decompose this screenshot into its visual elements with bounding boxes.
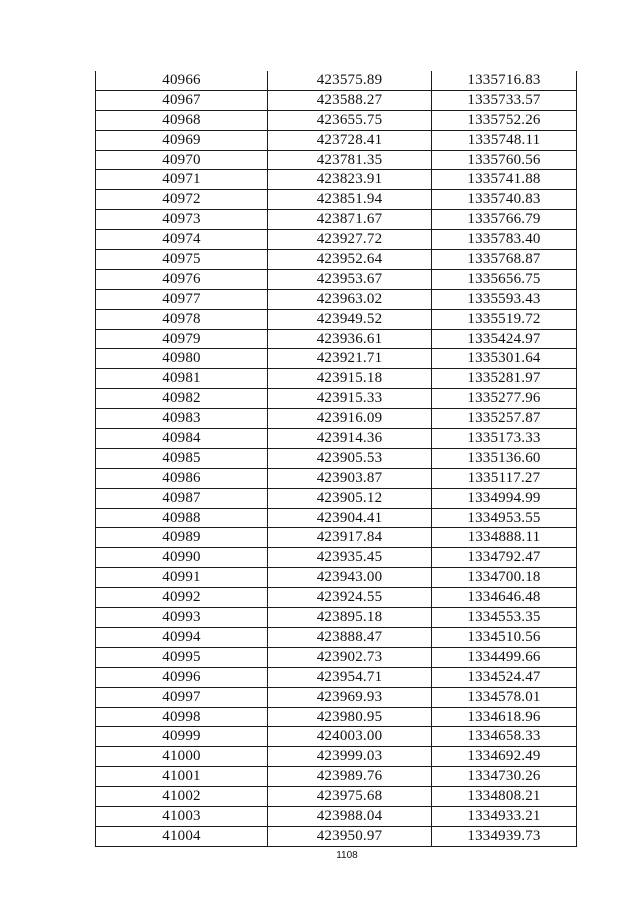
point-id-cell: 41002 [96,787,268,806]
point-id-cell: 40992 [96,588,268,607]
x-coordinate-cell: 423916.09 [268,409,432,428]
table-row [96,91,577,111]
x-coordinate-cell: 423823.91 [268,170,432,189]
table-row [96,747,577,767]
y-coordinate-cell: 1335281.97 [432,369,577,388]
table-row [96,548,577,568]
table-row [96,310,577,330]
y-coordinate-cell: 1335519.72 [432,310,577,329]
table-row [96,827,577,847]
y-coordinate-cell: 1335783.40 [432,230,577,249]
x-coordinate-cell: 423952.64 [268,250,432,269]
table-row [96,628,577,648]
coordinate-table [95,71,577,847]
x-coordinate-cell: 423903.87 [268,469,432,488]
table-row [96,330,577,350]
x-coordinate-cell: 423655.75 [268,111,432,130]
y-coordinate-cell: 1335136.60 [432,449,577,468]
table-row [96,668,577,688]
x-coordinate-cell: 423921.71 [268,349,432,368]
table-row [96,727,577,747]
table-row [96,509,577,529]
point-id-cell: 40985 [96,449,268,468]
x-coordinate-cell: 423905.12 [268,489,432,508]
point-id-cell: 40984 [96,429,268,448]
x-coordinate-cell: 423950.97 [268,827,432,846]
table-row [96,190,577,210]
table-row [96,528,577,548]
point-id-cell: 40994 [96,628,268,647]
table-row [96,787,577,807]
x-coordinate-cell: 423969.93 [268,688,432,707]
x-coordinate-cell: 423927.72 [268,230,432,249]
x-coordinate-cell: 423895.18 [268,608,432,627]
table-row [96,588,577,608]
point-id-cell: 40995 [96,648,268,667]
x-coordinate-cell: 423871.67 [268,210,432,229]
point-id-cell: 40983 [96,409,268,428]
y-coordinate-cell: 1335656.75 [432,270,577,289]
y-coordinate-cell: 1334553.35 [432,608,577,627]
table-row [96,568,577,588]
x-coordinate-cell: 423989.76 [268,767,432,786]
y-coordinate-cell: 1334933.21 [432,807,577,826]
y-coordinate-cell: 1335741.88 [432,170,577,189]
x-coordinate-cell: 423575.89 [268,71,432,90]
point-id-cell: 40988 [96,509,268,528]
y-coordinate-cell: 1335740.83 [432,190,577,209]
point-id-cell: 41001 [96,767,268,786]
point-id-cell: 40969 [96,131,268,150]
point-id-cell: 40987 [96,489,268,508]
table-row [96,369,577,389]
point-id-cell: 40996 [96,668,268,687]
y-coordinate-cell: 1334888.11 [432,528,577,547]
point-id-cell: 40971 [96,170,268,189]
y-coordinate-cell: 1335760.56 [432,151,577,170]
y-coordinate-cell: 1334646.48 [432,588,577,607]
y-coordinate-cell: 1335752.26 [432,111,577,130]
table-row [96,170,577,190]
y-coordinate-cell: 1335257.87 [432,409,577,428]
x-coordinate-cell: 423915.18 [268,369,432,388]
x-coordinate-cell: 423781.35 [268,151,432,170]
x-coordinate-cell: 423954.71 [268,668,432,687]
y-coordinate-cell: 1334510.56 [432,628,577,647]
y-coordinate-cell: 1334524.47 [432,668,577,687]
table-row [96,767,577,787]
point-id-cell: 40982 [96,389,268,408]
x-coordinate-cell: 423902.73 [268,648,432,667]
table-row [96,489,577,509]
point-id-cell: 40970 [96,151,268,170]
x-coordinate-cell: 423914.36 [268,429,432,448]
point-id-cell: 40967 [96,91,268,110]
y-coordinate-cell: 1334618.96 [432,708,577,727]
table-row [96,270,577,290]
y-coordinate-cell: 1335593.43 [432,290,577,309]
x-coordinate-cell: 423851.94 [268,190,432,209]
y-coordinate-cell: 1335301.64 [432,349,577,368]
y-coordinate-cell: 1334578.01 [432,688,577,707]
x-coordinate-cell: 423915.33 [268,389,432,408]
y-coordinate-cell: 1335748.11 [432,131,577,150]
x-coordinate-cell: 423999.03 [268,747,432,766]
x-coordinate-cell: 423924.55 [268,588,432,607]
x-coordinate-cell: 423953.67 [268,270,432,289]
y-coordinate-cell: 1334994.99 [432,489,577,508]
y-coordinate-cell: 1334658.33 [432,727,577,746]
point-id-cell: 40968 [96,111,268,130]
point-id-cell: 40976 [96,270,268,289]
table-row [96,71,577,91]
point-id-cell: 40972 [96,190,268,209]
x-coordinate-cell: 423949.52 [268,310,432,329]
x-coordinate-cell: 423936.61 [268,330,432,349]
y-coordinate-cell: 1335716.83 [432,71,577,90]
point-id-cell: 40975 [96,250,268,269]
table-row [96,389,577,409]
point-id-cell: 40979 [96,330,268,349]
point-id-cell: 40974 [96,230,268,249]
point-id-cell: 40977 [96,290,268,309]
point-id-cell: 40997 [96,688,268,707]
y-coordinate-cell: 1335277.96 [432,389,577,408]
table-row [96,429,577,449]
point-id-cell: 40980 [96,349,268,368]
table-row [96,290,577,310]
x-coordinate-cell: 424003.00 [268,727,432,746]
table-row [96,131,577,151]
y-coordinate-cell: 1335173.33 [432,429,577,448]
y-coordinate-cell: 1334700.18 [432,568,577,587]
point-id-cell: 41000 [96,747,268,766]
point-id-cell: 40999 [96,727,268,746]
table-row [96,250,577,270]
x-coordinate-cell: 423917.84 [268,528,432,547]
x-coordinate-cell: 423935.45 [268,548,432,567]
table-row [96,807,577,827]
table-row [96,449,577,469]
x-coordinate-cell: 423728.41 [268,131,432,150]
y-coordinate-cell: 1335733.57 [432,91,577,110]
table-row [96,230,577,250]
x-coordinate-cell: 423904.41 [268,509,432,528]
point-id-cell: 40973 [96,210,268,229]
point-id-cell: 40993 [96,608,268,627]
x-coordinate-cell: 423980.95 [268,708,432,727]
point-id-cell: 40989 [96,528,268,547]
x-coordinate-cell: 423943.00 [268,568,432,587]
y-coordinate-cell: 1334692.49 [432,747,577,766]
y-coordinate-cell: 1334808.21 [432,787,577,806]
point-id-cell: 40986 [96,469,268,488]
point-id-cell: 40998 [96,708,268,727]
point-id-cell: 40990 [96,548,268,567]
y-coordinate-cell: 1334730.26 [432,767,577,786]
table-row [96,708,577,728]
x-coordinate-cell: 423975.68 [268,787,432,806]
point-id-cell: 41004 [96,827,268,846]
y-coordinate-cell: 1335768.87 [432,250,577,269]
table-row [96,469,577,489]
table-row [96,648,577,668]
x-coordinate-cell: 423888.47 [268,628,432,647]
x-coordinate-cell: 423988.04 [268,807,432,826]
point-id-cell: 40981 [96,369,268,388]
table-row [96,608,577,628]
x-coordinate-cell: 423588.27 [268,91,432,110]
y-coordinate-cell: 1334792.47 [432,548,577,567]
table-row [96,151,577,171]
table-row [96,111,577,131]
table-row [96,409,577,429]
table-row [96,349,577,369]
point-id-cell: 40991 [96,568,268,587]
y-coordinate-cell: 1334939.73 [432,827,577,846]
y-coordinate-cell: 1334499.66 [432,648,577,667]
y-coordinate-cell: 1335766.79 [432,210,577,229]
y-coordinate-cell: 1334953.55 [432,509,577,528]
x-coordinate-cell: 423963.02 [268,290,432,309]
table-row [96,210,577,230]
point-id-cell: 41003 [96,807,268,826]
y-coordinate-cell: 1335117.27 [432,469,577,488]
page-number: 1108 [336,850,358,861]
point-id-cell: 40978 [96,310,268,329]
point-id-cell: 40966 [96,71,268,90]
y-coordinate-cell: 1335424.97 [432,330,577,349]
table-row [96,688,577,708]
x-coordinate-cell: 423905.53 [268,449,432,468]
